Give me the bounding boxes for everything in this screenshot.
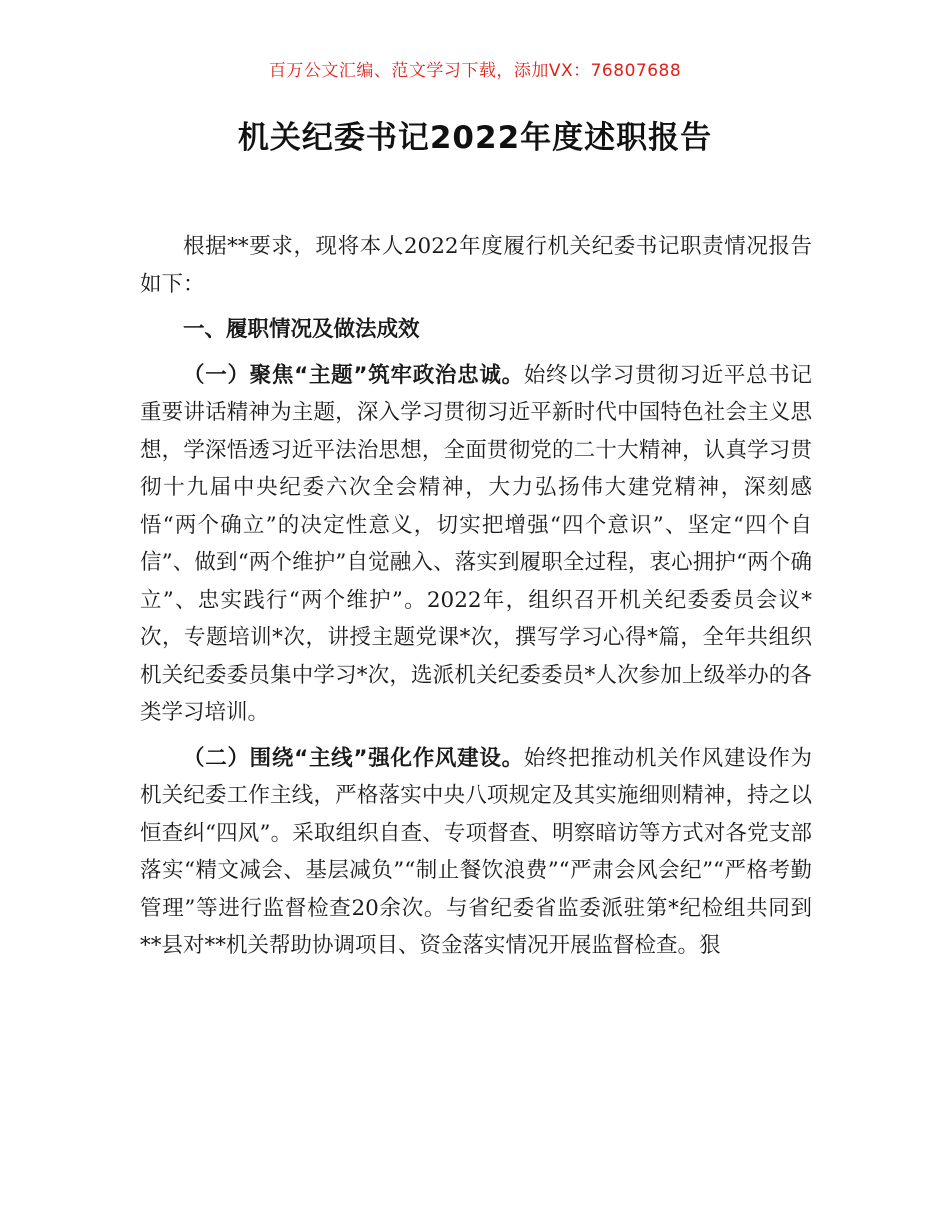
intro-paragraph: 根据**要求，现将本人2022年度履行机关纪委书记职责情况报告如下： bbox=[140, 234, 812, 297]
paragraph-1-lead: （一）聚焦“主题”筑牢政治忠诚。 bbox=[183, 362, 524, 388]
paragraph-2-text: 始终把推动机关作风建设作为机关纪委工作主线，严格落实中央八项规定及其实施细则精神，持之以恒查纠“四风”。采取组织自查、专项督查、明察暗访等方式对各党支部落实“精文减会、基层减负”“制止餐饮浪费”“严肃会风会纪”“严格考勤管理”等进行监督检查20余次。与省纪委省监委派驻第*纪检组共同到**县对**机关帮助协调项目、资金落实情况开展监督检查。狠 bbox=[140, 745, 812, 958]
section-heading: 一、履职情况及做法成效 bbox=[183, 317, 420, 342]
paragraph-1-text: 始终以学习贯彻习近平总书记重要讲话精神为主题，深入学习贯彻习近平新时代中国特色社会主义思想，学深悟透习近平法治思想，全面贯彻党的二十大精神，认真学习贯彻十九届中央纪委六次全会精神，大力弘扬伟大建党精神，深刻感悟“两个确立”的决定性意义，切实把增强“四个意识”、坚定“四个自信”、做到“两个维护”自觉融入、落实到履职全过程，衷心拥护“两个确立”、忠实践行“两个维护”。2022年，组织召开机关纪委委员会议*次，专题培训*次，讲授主题党课*次，撰写学习心得*篇，全年共组织机关纪委委员集中学习*次，选派机关纪委委员*人次参加上级举办的各类学习培训。 bbox=[140, 362, 812, 725]
paragraph-2 bbox=[140, 740, 812, 965]
watermark-banner: 百万公文汇编、范文学习下载，添加VX：76807688 bbox=[268, 61, 682, 81]
document-body bbox=[140, 228, 812, 965]
paragraph-1 bbox=[140, 357, 812, 732]
paragraph-2-lead: （二）围绕“主线”强化作风建设。 bbox=[183, 745, 524, 771]
document-title: 机关纪委书记2022年度述职报告 bbox=[237, 120, 713, 156]
